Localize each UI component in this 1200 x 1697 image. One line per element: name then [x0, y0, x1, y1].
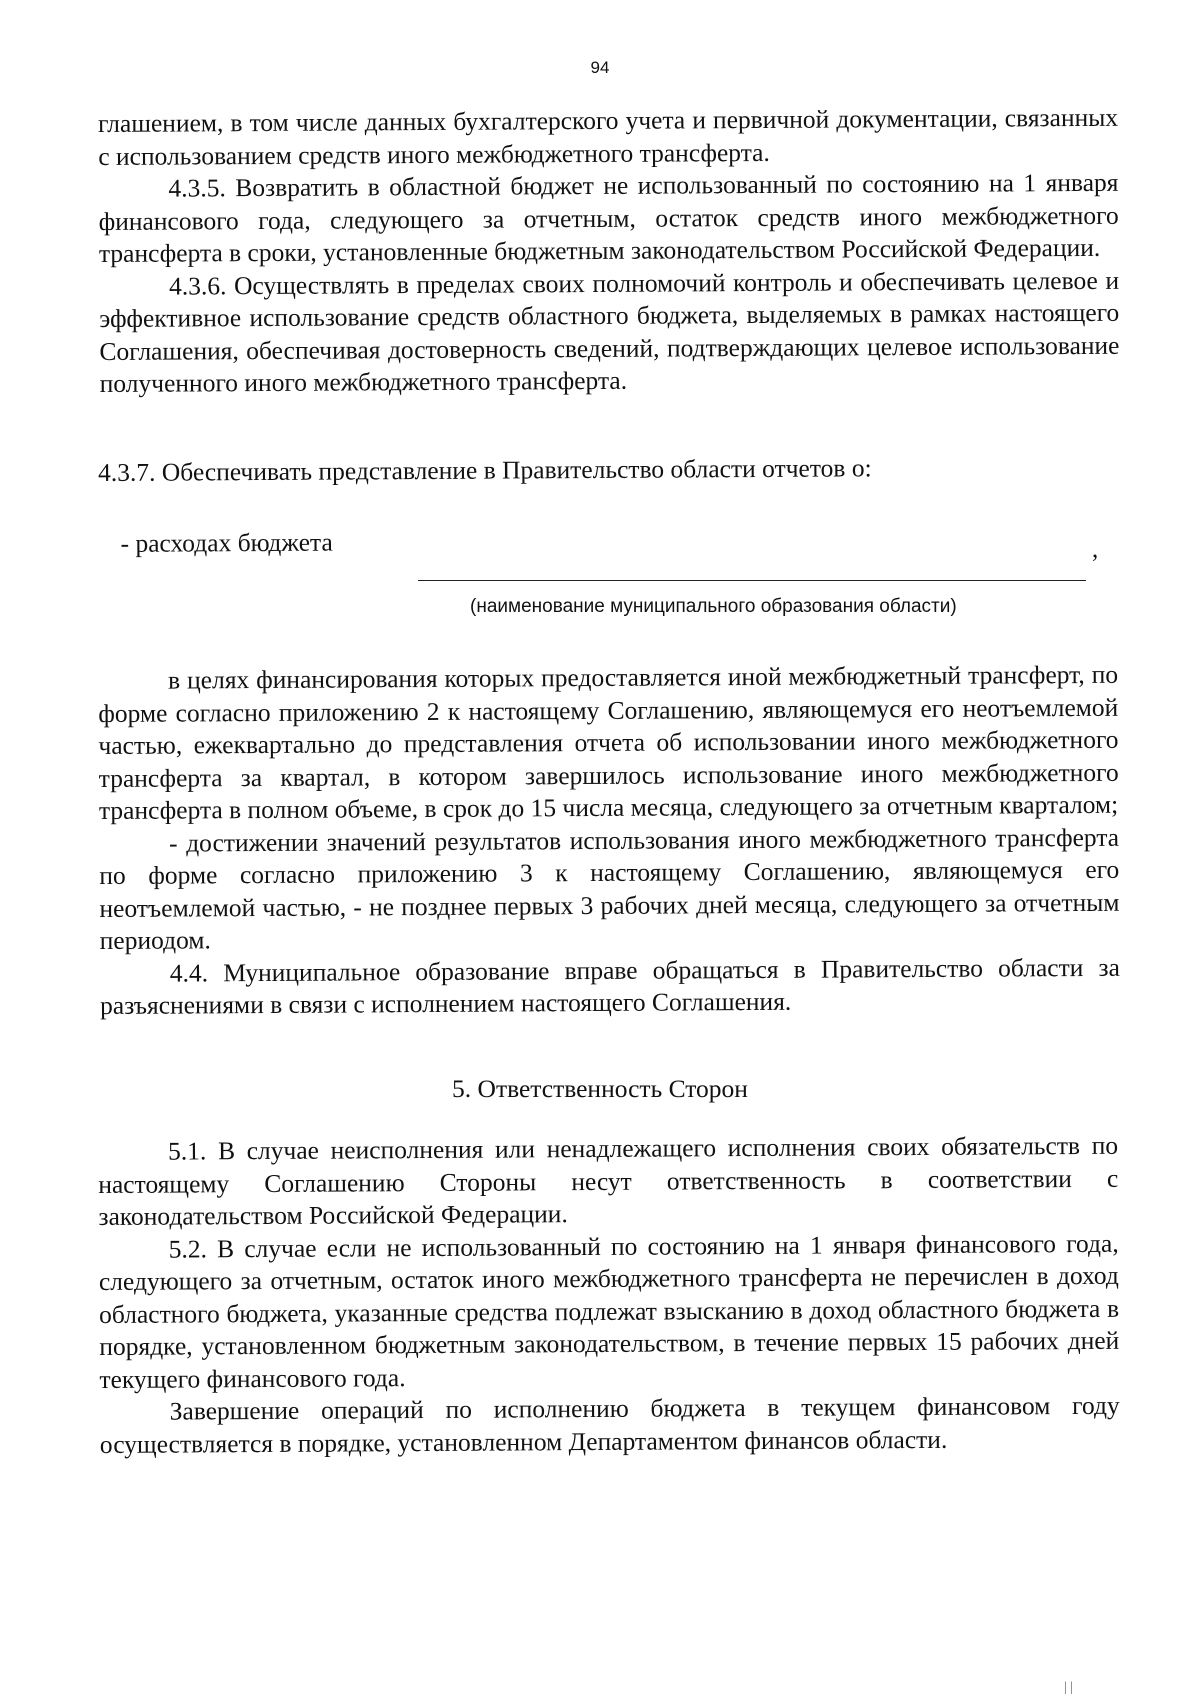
paragraph-continuation: глашением, в том числе данных бухгалтерского учета и первичной документации, связанных с использованием средств иного межбюджетного трансферта.	[98, 102, 1119, 171]
corner-mark: | |	[1064, 1680, 1074, 1695]
paragraph-results-report: - достижении значений результатов использования иного межбюджетного трансферта по форме согласно приложению 3 к настоящему Соглашению, являющемуся его неотъемлемой частью, - не позднее первых 3 рабочих дней месяца, следующего за отчетным периодом.	[99, 822, 1120, 955]
text-block-4-3-7	[98, 451, 1119, 560]
paragraph-expenses-purpose: в целях финансирования которых предоставляется иной межбюджетный трансферт, по форме согласно приложению 2 к настоящему Соглашению, являющемуся его неотъемлемой частью, ежеквартально до представления отчета об использовании иного межбюджетного трансферта за квартал, в котором завершилось использование иного межбюджетного трансферта в полном объеме, в срок до 15 числа месяца, следующего за отчетным кварталом;	[98, 659, 1119, 825]
paragraph-4-4: 4.4. Муниципальное образование вправе обращаться в Правительство области за разъяснениями в связи с исполнением настоящего Соглашения.	[99, 952, 1120, 1020]
section-5-heading: 5. Ответственность Сторон	[452, 1074, 748, 1103]
text-block-reports	[98, 659, 1120, 1023]
paragraph-completion: Завершение операций по исполнению бюджета в текущем финансовом году осуществляется в порядке, установленном Департаментом финансов области.	[99, 1390, 1120, 1459]
paragraph-4-3-5: 4.3.5. Возвратить в областной бюджет не использованный по состоянию на 1 января финансового года, следующего за отчетным, остаток средств иного межбюджетного трансферта в сроки, установленные бюджетным законодательством Российской Федерации.	[98, 167, 1119, 268]
blank-caption: (наименование муниципального образования области)	[470, 596, 957, 617]
text-block-section-5	[98, 1130, 1120, 1461]
paragraph-4-3-6: 4.3.6. Осуществлять в пределах своих полномочий контроль и обеспечивать целевое и эффективное использование средств областного бюджета, выделяемых в рамках настоящего Соглашения, обеспечивая достоверность сведений, подтверждающих целевое использование полученного иного межбюджетного трансферта.	[99, 265, 1120, 398]
blank-comma: ,	[1092, 536, 1099, 563]
paragraph-4-3-7: 4.3.7. Обеспечивать представление в Правительство области отчетов о:	[98, 453, 872, 487]
blank-fill-line	[418, 580, 1086, 581]
paragraph-5-2: 5.2. В случае если не использованный по состоянию на 1 января финансового года, следующего за отчетным, остаток иного межбюджетного трансферта не перечислен в доход областного бюджета, указанные средства подлежат взысканию в доход областного бюджета в порядке, установленном бюджетным законодательством, в течение первых 15 рабочих дней текущего финансового года.	[98, 1228, 1120, 1394]
text-block-continuation	[98, 102, 1120, 401]
page-number: 94	[590, 58, 610, 77]
paragraph-5-1: 5.1. В случае неисполнения или ненадлежащего исполнения своих обязательств по настоящему Соглашению Стороны несут ответственность в соответствии с законодательством Российской Федерации.	[98, 1130, 1119, 1231]
expenses-label: - расходах бюджета	[120, 527, 333, 558]
